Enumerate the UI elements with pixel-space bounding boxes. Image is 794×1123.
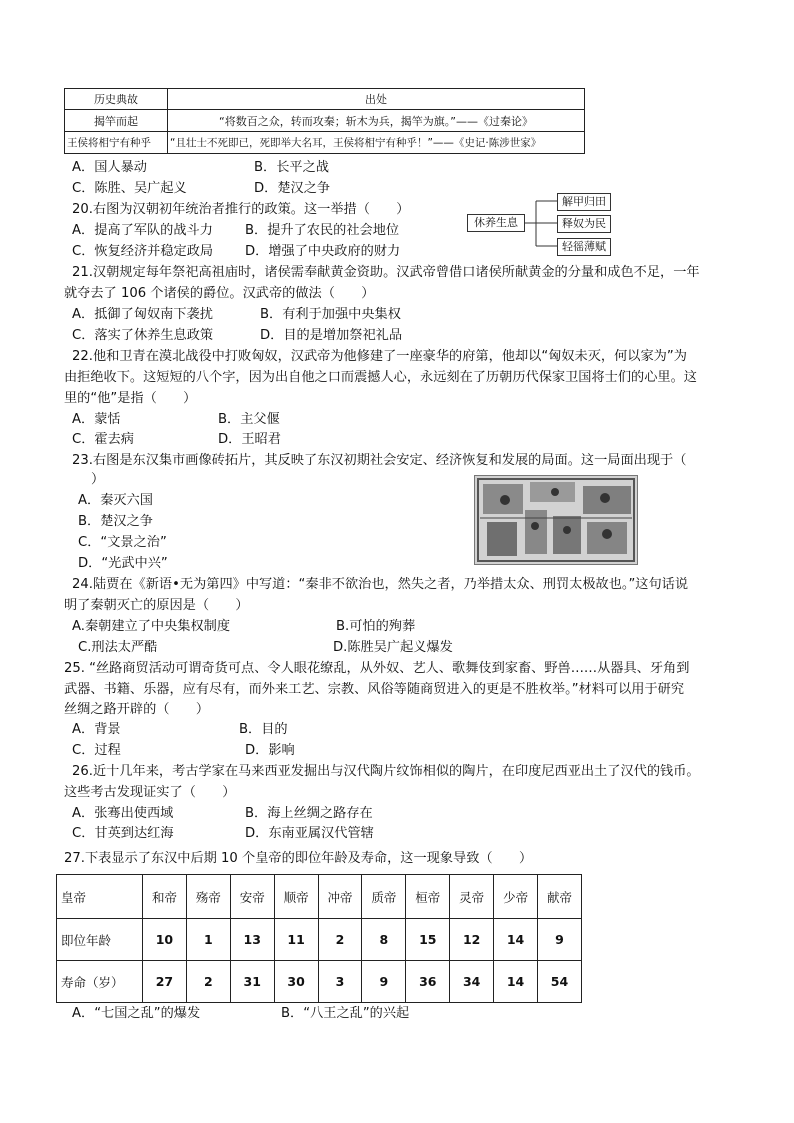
table-row (57, 919, 582, 961)
table-cell: 殇帝 (186, 875, 230, 919)
table-header-cell: 历史典故 (65, 89, 168, 110)
market-brick-rubbing-image (474, 475, 638, 565)
option-b: B．“八王之乱”的兴起 (281, 1006, 410, 1021)
table-cell: 11 (274, 919, 318, 961)
option-b: B．主父偃 (218, 412, 280, 427)
table-header-cell: 出处 (168, 89, 585, 110)
table-cell: 3 (318, 961, 362, 1003)
option-b: B.可怕的殉葬 (336, 619, 416, 634)
row-label-cell: 即位年龄 (57, 919, 143, 961)
option-b: B．有利于加强中央集权 (260, 307, 401, 322)
option-b: B．提升了农民的社会地位 (245, 223, 400, 238)
table-cell: 2 (318, 919, 362, 961)
question-20-stem: 20.右图为汉朝初年统治者推行的政策。这一举措（ ） (72, 202, 410, 217)
table-cell: 少帝 (494, 875, 538, 919)
option-c: C．霍去病 (72, 432, 134, 447)
question-23-line: ） (91, 472, 105, 487)
option-c: C．陈胜、吴广起义 (72, 181, 187, 196)
table-cell: 1 (186, 919, 230, 961)
diagram-center-box: 休养生息 (467, 214, 525, 232)
table-cell: 献帝 (538, 875, 582, 919)
diagram-branch-box: 解甲归田 (557, 193, 611, 211)
option-d: D.陈胜吴广起义爆发 (333, 640, 453, 655)
table-cell: 2 (186, 961, 230, 1003)
option-a: A．抵御了匈奴南下袭扰 (72, 307, 213, 322)
table-cell: 9 (362, 961, 406, 1003)
table-cell: 13 (230, 919, 274, 961)
table-cell: 冲帝 (318, 875, 362, 919)
table-cell: 王侯将相宁有种乎 (65, 132, 168, 154)
question-27-stem: 27.下表显示了东汉中后期 10 个皇帝的即位年龄及寿命，这一现象导致（ ） (64, 851, 533, 866)
table-cell: 8 (362, 919, 406, 961)
table-cell: 15 (406, 919, 450, 961)
table-cell: 揭竿而起 (65, 110, 168, 132)
option-c: C．过程 (72, 743, 121, 758)
question-26-line: 26.近十几年来，考古学家在马来西亚发掘出与汉代陶片纹饰相似的陶片，在印度尼西亚出土了汉代的钱币。 (72, 764, 700, 779)
option-c: C．落实了休养生息政策 (72, 328, 214, 343)
option-a: A．秦灭六国 (78, 493, 153, 508)
table-cell: 31 (230, 961, 274, 1003)
option-c: C.刑法太严酷 (78, 640, 158, 655)
table-cell: 质帝 (362, 875, 406, 919)
question-24-line: 明了秦朝灭亡的原因是（ ） (64, 598, 249, 613)
question-25-line: 25. “丝路商贸活动可谓奇货可点、令人眼花缭乱，从外奴、艺人、歌舞伎到家畜、野兽……从器具、牙角到 (64, 661, 690, 676)
table-cell: 桓帝 (406, 875, 450, 919)
question-25-line: 丝绸之路开辟的（ ） (64, 702, 210, 717)
row-label-cell: 皇帝 (57, 875, 143, 919)
table-cell: 安帝 (230, 875, 274, 919)
question-21-line: 就夺去了 106 个诸侯的爵位。汉武帝的做法（ ） (64, 286, 375, 301)
emperor-table (56, 874, 582, 1003)
option-b: B．长平之战 (254, 160, 329, 175)
table-cell: 12 (450, 919, 494, 961)
table-cell: 10 (143, 919, 187, 961)
option-b: B．楚汉之争 (78, 514, 153, 529)
option-d: D．楚汉之争 (254, 181, 331, 196)
option-d: D．“光武中兴” (78, 556, 168, 571)
table-cell: 和帝 (143, 875, 187, 919)
option-c: C．甘英到达红海 (72, 826, 174, 841)
table-cell: 14 (494, 919, 538, 961)
table-cell: 灵帝 (450, 875, 494, 919)
option-c: C．“文景之治” (78, 535, 167, 550)
rubbing-texture (475, 476, 637, 564)
table-cell: 36 (406, 961, 450, 1003)
option-a: A．提高了军队的战斗力 (72, 223, 213, 238)
table-cell: 9 (538, 919, 582, 961)
question-25-line: 武器、书籍、乐器，应有尽有，而外来工艺、宗教、风俗等随商贸进入的更是不胜枚举。”材料可以用于研究 (64, 682, 685, 697)
table-cell: 顺帝 (274, 875, 318, 919)
option-b: B．目的 (239, 722, 288, 737)
option-b: B．海上丝绸之路存在 (245, 806, 373, 821)
option-a: A.秦朝建立了中央集权制度 (72, 619, 231, 634)
option-d: D．目的是增加祭祀礼品 (260, 328, 403, 343)
question-23-line: 23.右图是东汉集市画像砖拓片，其反映了东汉初期社会安定、经济恢复和发展的局面。这一局面出现于（ (72, 453, 687, 468)
table-row (57, 961, 582, 1003)
table-row (57, 875, 582, 919)
option-c: C．恢复经济并稳定政局 (72, 244, 214, 259)
option-a: A．“七国之乱”的爆发 (72, 1006, 201, 1021)
option-a: A．国人暴动 (72, 160, 147, 175)
table-cell: “且壮士不死即已，死即举大名耳，王侯将相宁有种乎！”——《史记·陈涉世家》 (168, 132, 585, 154)
table-cell: 14 (494, 961, 538, 1003)
question-22-line: 里的“他”是指（ ） (64, 391, 197, 406)
option-a: A．蒙恬 (72, 412, 121, 427)
option-d: D．增强了中央政府的财力 (245, 244, 401, 259)
diagram-branch-box: 轻徭薄赋 (557, 238, 611, 256)
option-d: D．王昭君 (218, 432, 281, 447)
table-cell: 54 (538, 961, 582, 1003)
option-d: D．东南亚属汉代管辖 (245, 826, 374, 841)
table-cell: 30 (274, 961, 318, 1003)
question-21-line: 21.汉朝规定每年祭祀高祖庙时，诸侯需奉献黄金资助。汉武帝曾借口诸侯所献黄金的分量和成色不足，一年 (72, 265, 700, 280)
table-cell: 34 (450, 961, 494, 1003)
option-a: A．张骞出使西域 (72, 806, 174, 821)
question-22-line: 由拒绝收下。这短短的八个字，因为出自他之口而震撼人心，永远刻在了历朝历代保家卫国将士们的心里。这 (64, 370, 697, 385)
row-label-cell: 寿命（岁） (57, 961, 143, 1003)
question-26-line: 这些考古发现证实了（ ） (64, 785, 236, 800)
option-a: A．背景 (72, 722, 121, 737)
diagram-branch-box: 释奴为民 (557, 215, 611, 233)
table-cell: “将数百之众，转而攻秦；斩木为兵，揭竿为旗。”——《过秦论》 (168, 110, 585, 132)
question-22-line: 22.他和卫青在漠北战役中打败匈奴，汉武帝为他修建了一座豪华的府第，他却以“匈奴未灭，何以家为”为 (72, 349, 687, 364)
table-cell: 27 (143, 961, 187, 1003)
question-24-line: 24.陆贾在《新语•无为第四》中写道：“秦非不欲治也，然失之者，乃举措太众、刑罚太极故也。”这句话说 (72, 577, 689, 592)
option-d: D．影响 (245, 743, 295, 758)
